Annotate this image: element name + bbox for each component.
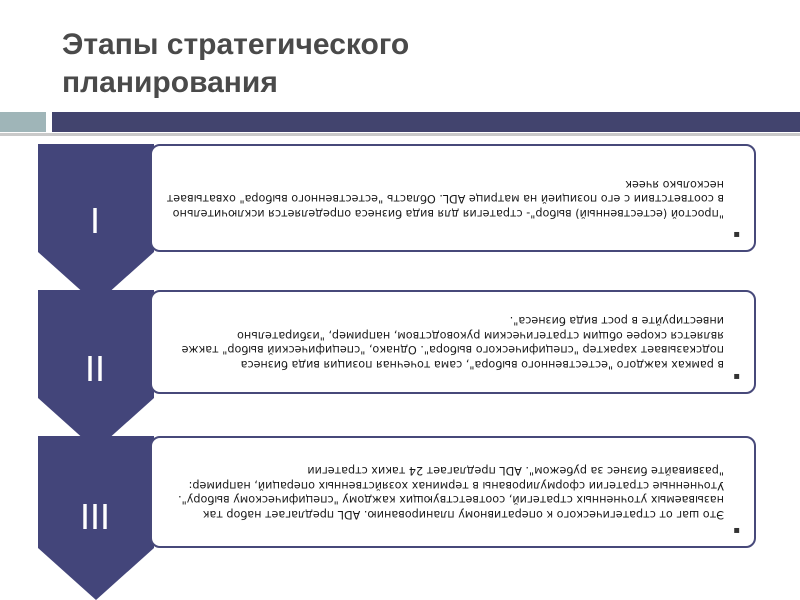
stage-2-description xyxy=(164,298,724,386)
stage-1-numeral: I xyxy=(89,200,100,241)
stage-2-text: в рамках каждого "естественного выбора", сама точечная позиция вида бизнеса подсказывает характер "специфического выбора". Однако, "специфический выбор" также является скорее общим стратегическим руководством, например, "избирательно инвестируйте в рост вида бизнеса". xyxy=(181,314,724,371)
title-line-2: планирования xyxy=(62,66,278,99)
stage-3 xyxy=(0,436,800,600)
stage-1-description xyxy=(164,152,724,244)
page-title xyxy=(62,26,762,102)
stage-2-description-box xyxy=(150,290,756,394)
stage-1 xyxy=(0,144,800,304)
stage-2-numeral: II xyxy=(84,348,105,389)
stage-3-text: Это шаг от стратегического к оперативному планированию. ADL предлагает набор так называемых уточненных стратегий, соответствующих каждому "специфическому выбору". Уточненные стратегии сформулированы в терминах хозяйственных операций, например: "развивайте бизнес за рубежом". ADL предлагает 24 таких стратегии xyxy=(178,464,724,521)
stage-3-description-box xyxy=(150,436,756,548)
header-band xyxy=(52,112,800,132)
stage-1-description-box xyxy=(150,144,756,252)
header-band-accent xyxy=(0,112,46,132)
stage-1-text: "простой (естественный) выбор"- стратегия для вида бизнеса определяется исключительно в соответствии с его позицией на матрице ADL. Область "естественного выбора" охватывает несколько ячеек xyxy=(166,177,724,220)
stage-3-bullet: ▪ xyxy=(733,525,740,536)
stage-2-bullet: ▪ xyxy=(733,371,740,382)
stage-1-bullet: ▪ xyxy=(733,229,740,240)
stage-3-numeral: III xyxy=(79,496,110,537)
stage-3-description xyxy=(164,444,724,540)
header-divider xyxy=(0,133,800,136)
title-line-1: Этапы стратегического xyxy=(62,28,410,61)
stage-2 xyxy=(0,290,800,450)
